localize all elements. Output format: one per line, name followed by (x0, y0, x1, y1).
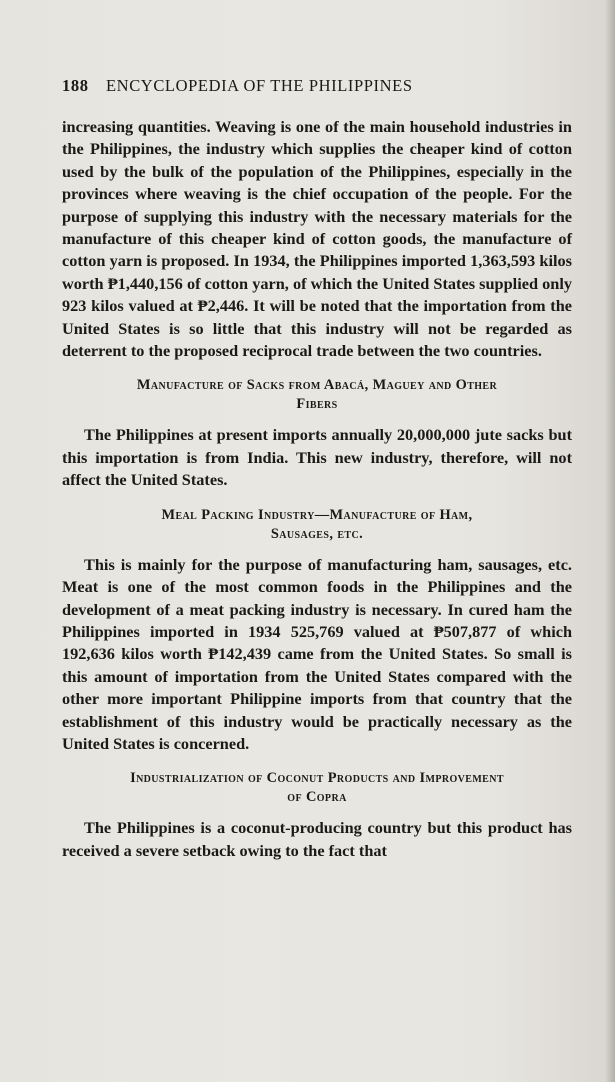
heading-line: Manufacture of Sacks from Abacá, Maguey and Other (136, 377, 498, 394)
heading-line: Meal Packing Industry—Manufacture of Ham, (161, 506, 473, 523)
running-head (62, 76, 572, 102)
heading-line: Fibers (296, 396, 338, 413)
paragraph-ham-sausages: This is mainly for the purpose of manufacturing ham, sausages, etc. Meat is one of the most common foods in the Philippines and the development of a meat packing industry is necessary. In cured ham the Philippines imported in 1934 525,769 valued at ₱507,877 of which 192,636 kilos worth ₱142,439 came from the United States. So small is this amount of importation from the United States compared with the other more important Philippine imports from that country that the establishment of this industry would be practically necessary as the United States is concerned. (62, 554, 572, 753)
heading-line: Sausages, etc. (270, 525, 364, 542)
page-edge-shadow (605, 0, 615, 1082)
paragraph-jute-sacks: The Philippines at present imports annually 20,000,000 jute sacks but this importation is from India. This new industry, therefore, will not affect the United States. (62, 425, 572, 490)
section-heading-meat-packing (62, 506, 572, 544)
book-title: ENCYCLOPEDIA OF THE PHILIPPINES (106, 76, 413, 95)
heading-line: Industrialization of Coconut Products and Improvement (130, 770, 504, 787)
section-heading-sacks (62, 376, 572, 414)
paragraph-cotton-yarn: increasing quantities. Weaving is one of the main household industries in the Philippines, the industry which supplies the cheaper kind of cotton used by the bulk of the population of the Philippines, especially in the provinces where weaving is the chief occupation of the people. For the purpose of supplying this industry with the necessary materials for the manufacture of this cheaper kind of cotton goods, the manufacture of cotton yarn is proposed. In 1934, the Philippines imported 1,363,593 kilos worth ₱1,440,156 of cotton yarn, of which the United States supplied only 923 kilos valued at ₱2,446. It will be noted that the importation from the United States is so little that this industry will not be regarded as deterrent to the proposed reciprocal trade between the two countries. (62, 117, 572, 361)
page-content (62, 76, 572, 862)
page-number: 188 (62, 76, 89, 95)
section-heading-coconut (62, 769, 572, 807)
paragraph-coconut: The Philippines is a coconut-producing country but this product has received a severe setback owing to the fact that (62, 818, 572, 860)
heading-line: of Copra (287, 789, 347, 806)
